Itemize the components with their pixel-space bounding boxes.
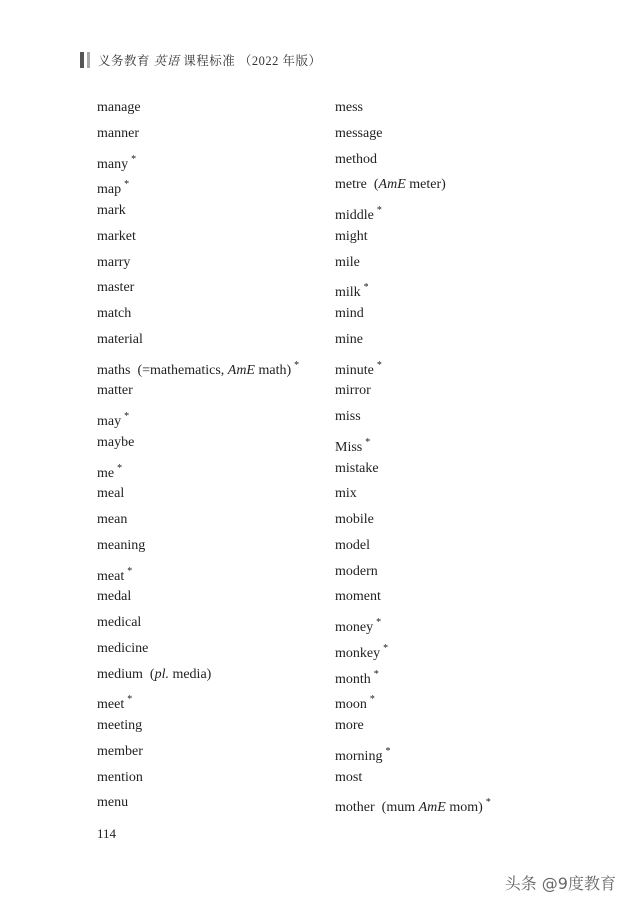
word: meal (97, 486, 125, 502)
asterisk-mark: * (376, 617, 382, 628)
word-entry (97, 353, 299, 379)
word: match (97, 306, 132, 321)
word-entry (97, 584, 299, 610)
word: miss (335, 409, 361, 424)
word: mess (335, 100, 363, 115)
word-entry (97, 533, 299, 559)
word-entry (97, 687, 299, 713)
word-note-suffix: meter) (405, 177, 446, 193)
word-entry (97, 404, 299, 430)
word: manage (97, 100, 141, 115)
word-entry (97, 507, 299, 533)
word: mistake (335, 460, 379, 476)
word-entry (335, 559, 491, 585)
word: master (97, 280, 135, 296)
word-note-prefix: (mum (381, 800, 419, 816)
header-mark-light (87, 52, 90, 68)
word: meeting (97, 718, 143, 733)
word-entry (335, 250, 491, 276)
word: maybe (97, 434, 135, 450)
word: might (335, 228, 368, 244)
asterisk-mark: * (124, 179, 130, 191)
word-entry (97, 765, 299, 791)
word-entry (335, 636, 491, 662)
page-number: 114 (97, 826, 117, 841)
word: me (97, 465, 115, 481)
word: mean (97, 512, 128, 527)
word-entry (97, 430, 299, 456)
word-note-suffix: math) (254, 362, 292, 378)
header-mark-dark (80, 52, 84, 68)
word: message (335, 125, 383, 141)
word-note-prefix: (=mathematics, (137, 362, 228, 378)
word-entry (335, 275, 491, 301)
word-entry (97, 198, 299, 224)
word-entry (335, 610, 491, 636)
asterisk-mark: * (376, 359, 382, 371)
word: morning (335, 748, 383, 764)
word-entry (97, 662, 299, 688)
word-note-italic: AmE (418, 800, 446, 816)
header-edition: （2022 年版） (238, 54, 322, 68)
word-entry (335, 301, 491, 327)
word-entry (335, 224, 491, 250)
word: money (335, 620, 374, 635)
asterisk-mark: * (383, 642, 389, 654)
word: middle (335, 208, 374, 223)
word: model (335, 537, 370, 553)
word: milk (335, 285, 361, 301)
asterisk-mark: * (127, 565, 133, 577)
word-entry (335, 327, 491, 353)
word: mine (335, 331, 363, 347)
word-entry (97, 636, 299, 662)
asterisk-mark: * (385, 745, 391, 757)
word-entry (335, 713, 491, 739)
page-header (80, 50, 322, 70)
word-list-right-column (335, 95, 491, 816)
header-bar-marks (80, 52, 90, 68)
word: meet (97, 697, 125, 713)
word-entry (97, 378, 299, 404)
word-entry (97, 275, 299, 301)
word: mind (335, 306, 364, 321)
word-entry (97, 147, 299, 173)
word: monkey (335, 645, 381, 661)
word-list-left-column (97, 95, 299, 816)
word-entry (335, 430, 491, 456)
word: matter (97, 383, 133, 399)
word: manner (97, 125, 139, 141)
asterisk-mark: * (127, 694, 133, 706)
asterisk-mark: * (363, 282, 369, 294)
word-entry (335, 404, 491, 430)
word: medical (97, 615, 142, 630)
word-entry (335, 662, 491, 688)
word: minute (335, 362, 374, 378)
header-title-part1: 义务教育 (98, 54, 151, 68)
word-entry (97, 327, 299, 353)
asterisk-mark: * (117, 462, 123, 474)
word-entry (97, 610, 299, 636)
word: moment (335, 589, 381, 605)
word: most (335, 769, 363, 785)
asterisk-mark: * (365, 436, 371, 448)
word-entry (97, 95, 299, 121)
asterisk-mark: * (131, 153, 137, 165)
asterisk-mark: * (373, 668, 379, 680)
word-entry (97, 790, 299, 816)
word: metre (335, 177, 367, 193)
word-entry (335, 507, 491, 533)
word-entry (335, 147, 491, 173)
word: may (97, 414, 122, 429)
header-title (98, 51, 322, 69)
word-entry (97, 456, 299, 482)
word-note-prefix: ( (149, 666, 155, 682)
word: mention (97, 769, 143, 785)
word-entry (335, 121, 491, 147)
word: mother (335, 800, 375, 816)
asterisk-mark: * (369, 694, 375, 706)
word-entry (97, 172, 299, 198)
word-entry (335, 765, 491, 791)
word: meat (97, 568, 125, 584)
word: mile (335, 254, 360, 270)
word: map (97, 182, 122, 198)
asterisk-mark: * (376, 205, 382, 216)
word-entry (335, 739, 491, 765)
word-entry (335, 456, 491, 482)
word: member (97, 743, 143, 759)
word: medicine (97, 640, 149, 656)
word-entry (97, 481, 299, 507)
word-note-prefix: ( (373, 177, 379, 193)
word: menu (97, 795, 129, 811)
word: medal (97, 589, 132, 605)
word-entry (335, 378, 491, 404)
asterisk-mark: * (294, 359, 300, 371)
header-title-italic: 英语 (153, 54, 180, 68)
word: marry (97, 254, 131, 270)
word: mobile (335, 512, 374, 527)
word-entry (335, 533, 491, 559)
word-entry (97, 301, 299, 327)
word-entry (335, 95, 491, 121)
word: mark (97, 203, 126, 218)
asterisk-mark: * (124, 411, 130, 422)
word-entry (335, 353, 491, 379)
word-entry (97, 559, 299, 585)
word: month (335, 671, 371, 687)
word-entry (97, 121, 299, 147)
word: meaning (97, 537, 146, 553)
word: medium (97, 666, 143, 682)
word-entry (97, 250, 299, 276)
word: material (97, 331, 143, 347)
word-entry (335, 687, 491, 713)
word: Miss (335, 439, 363, 455)
word: mirror (335, 383, 371, 399)
word-note-italic: pl. (154, 666, 169, 682)
word-note-italic: AmE (378, 177, 406, 193)
word: moon (335, 697, 367, 713)
word-entry (335, 790, 491, 816)
word: maths (97, 362, 131, 378)
word-note-italic: AmE (227, 362, 255, 378)
word: more (335, 718, 364, 733)
word-entry (335, 481, 491, 507)
word-entry (97, 224, 299, 250)
header-title-part2: 课程标准 (183, 54, 236, 68)
word-note-suffix: media) (168, 666, 212, 682)
word-entry (335, 584, 491, 610)
word: method (335, 151, 377, 167)
word-entry (335, 172, 491, 198)
word: many (97, 156, 129, 172)
word-entry (335, 198, 491, 224)
word-entry (97, 713, 299, 739)
watermark: 头条 @9度教育 (504, 874, 616, 893)
word: mix (335, 486, 357, 502)
word-note-suffix: mom) (445, 800, 483, 816)
word: modern (335, 563, 378, 579)
word-entry (97, 739, 299, 765)
asterisk-mark: * (485, 797, 491, 809)
word: market (97, 228, 136, 244)
